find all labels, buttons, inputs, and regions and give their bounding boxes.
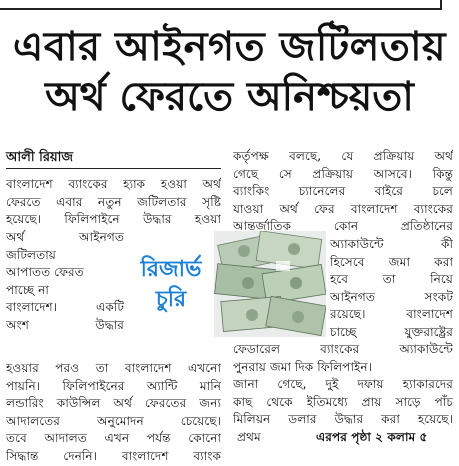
money-stack-image — [214, 231, 326, 337]
text-line: হিসেবে জমা করা — [330, 254, 453, 269]
headline-line-1: এবার আইনগত জটিলতায় — [12, 24, 447, 70]
text-line: হওয়ার পরও তা বাংলাদেশ এখনো — [6, 361, 221, 375]
text-line: যাওয়া অর্থ ফের বাংলাদেশ ব্যাংকের — [233, 201, 453, 216]
byline-underline — [6, 168, 221, 169]
feature-label-box — [128, 243, 214, 325]
article-left-narrow — [6, 229, 124, 335]
continued-jump-line: এরপর পৃষ্ঠা ২ কলাম ৫ — [316, 430, 428, 444]
text-line: অংশ উদ্ধার — [6, 317, 124, 332]
text-line: আদালতের অনুমোদন চেয়েছে। — [6, 413, 221, 428]
text-line: ফেডারেল ব্যাংকের অ্যাকাউন্টে — [233, 342, 453, 356]
text-line: হবে তা নিয়ে — [330, 272, 453, 287]
text-line: লন্ডারিং কাউন্সিল অর্থ ফেরতের জন্য — [6, 396, 221, 411]
text-line: আইনগত সংকট — [330, 289, 453, 304]
article-left-top — [6, 176, 221, 229]
text-line: কাছ থেকে ইতিমধ্যে প্রায় সাড়ে পাঁচ — [233, 394, 453, 409]
continued-last-word: প্রথম — [237, 430, 261, 444]
text-line: পুনরায় জমা দিক ফিলিপাইন। — [233, 359, 372, 374]
text-line: বাংলাদেশ। একটি — [6, 300, 124, 315]
headline-line-2: অর্থ ফেরতে অনিশ্চয়তা — [45, 74, 414, 120]
text-line: ফেরতে এবার নতুন জটিলতার সৃষ্টি — [6, 194, 221, 209]
text-line: মিলিয়ন ডলার উদ্ধার করা হয়েছে। — [233, 412, 453, 427]
text-line: রয়েছে। বাংলাদেশ — [330, 307, 453, 322]
text-line: হয়েছে। ফিলিপাইনে উদ্ধার হওয়া — [6, 212, 221, 227]
text-line: চাচ্ছে যুক্তরাষ্ট্রের — [330, 324, 453, 339]
feature-label-line-1: রিজার্ভ — [140, 257, 202, 282]
text-line: ব্যাংকিং চ্যানেলের বাইরে চলে — [233, 184, 453, 199]
article-right-bottom — [233, 341, 453, 429]
text-line: অ্যাকাউন্টে কী — [330, 237, 453, 251]
text-line: সিদ্ধান্ত দেননি। বাংলাদেশ ব্যাংক — [6, 448, 221, 463]
text-line: পাচ্ছে না — [6, 282, 49, 297]
byline: আলী রিয়াজ — [6, 150, 74, 165]
reserve-theft-feature — [128, 231, 326, 337]
article-right-narrow — [330, 236, 453, 342]
top-border-rule — [0, 0, 442, 10]
text-line: কর্তৃপক্ষ বলছে, যে প্রক্রিয়ায় অর্থ — [233, 149, 453, 163]
text-line: অর্থ আইনগত — [6, 230, 124, 244]
headline — [0, 22, 459, 122]
text-line: আপাতত ফেরত — [6, 265, 84, 280]
feature-label — [130, 255, 212, 315]
text-line: আন্তর্জাতিক কোন প্রতিষ্ঠানের — [233, 219, 453, 234]
article-right-top — [233, 148, 453, 236]
text-line: তবে আদালত এখন পর্যন্ত কোনো — [6, 431, 221, 446]
text-line: জটিলতায় — [6, 247, 56, 262]
text-line: পায়নি। ফিলিপাইনের অ্যান্টি মানি — [6, 378, 221, 393]
text-line: বাংলাদেশ ব্যাংকের হ্যাক হওয়া অর্থ — [6, 177, 221, 191]
feature-label-line-2: চুরি — [155, 287, 187, 312]
text-line: গেছে সে প্রক্রিয়ায় আসবে। কিন্তু — [233, 166, 453, 181]
text-line: জানা গেছে, দুই দফায় হ্যাকারদের — [233, 377, 453, 392]
